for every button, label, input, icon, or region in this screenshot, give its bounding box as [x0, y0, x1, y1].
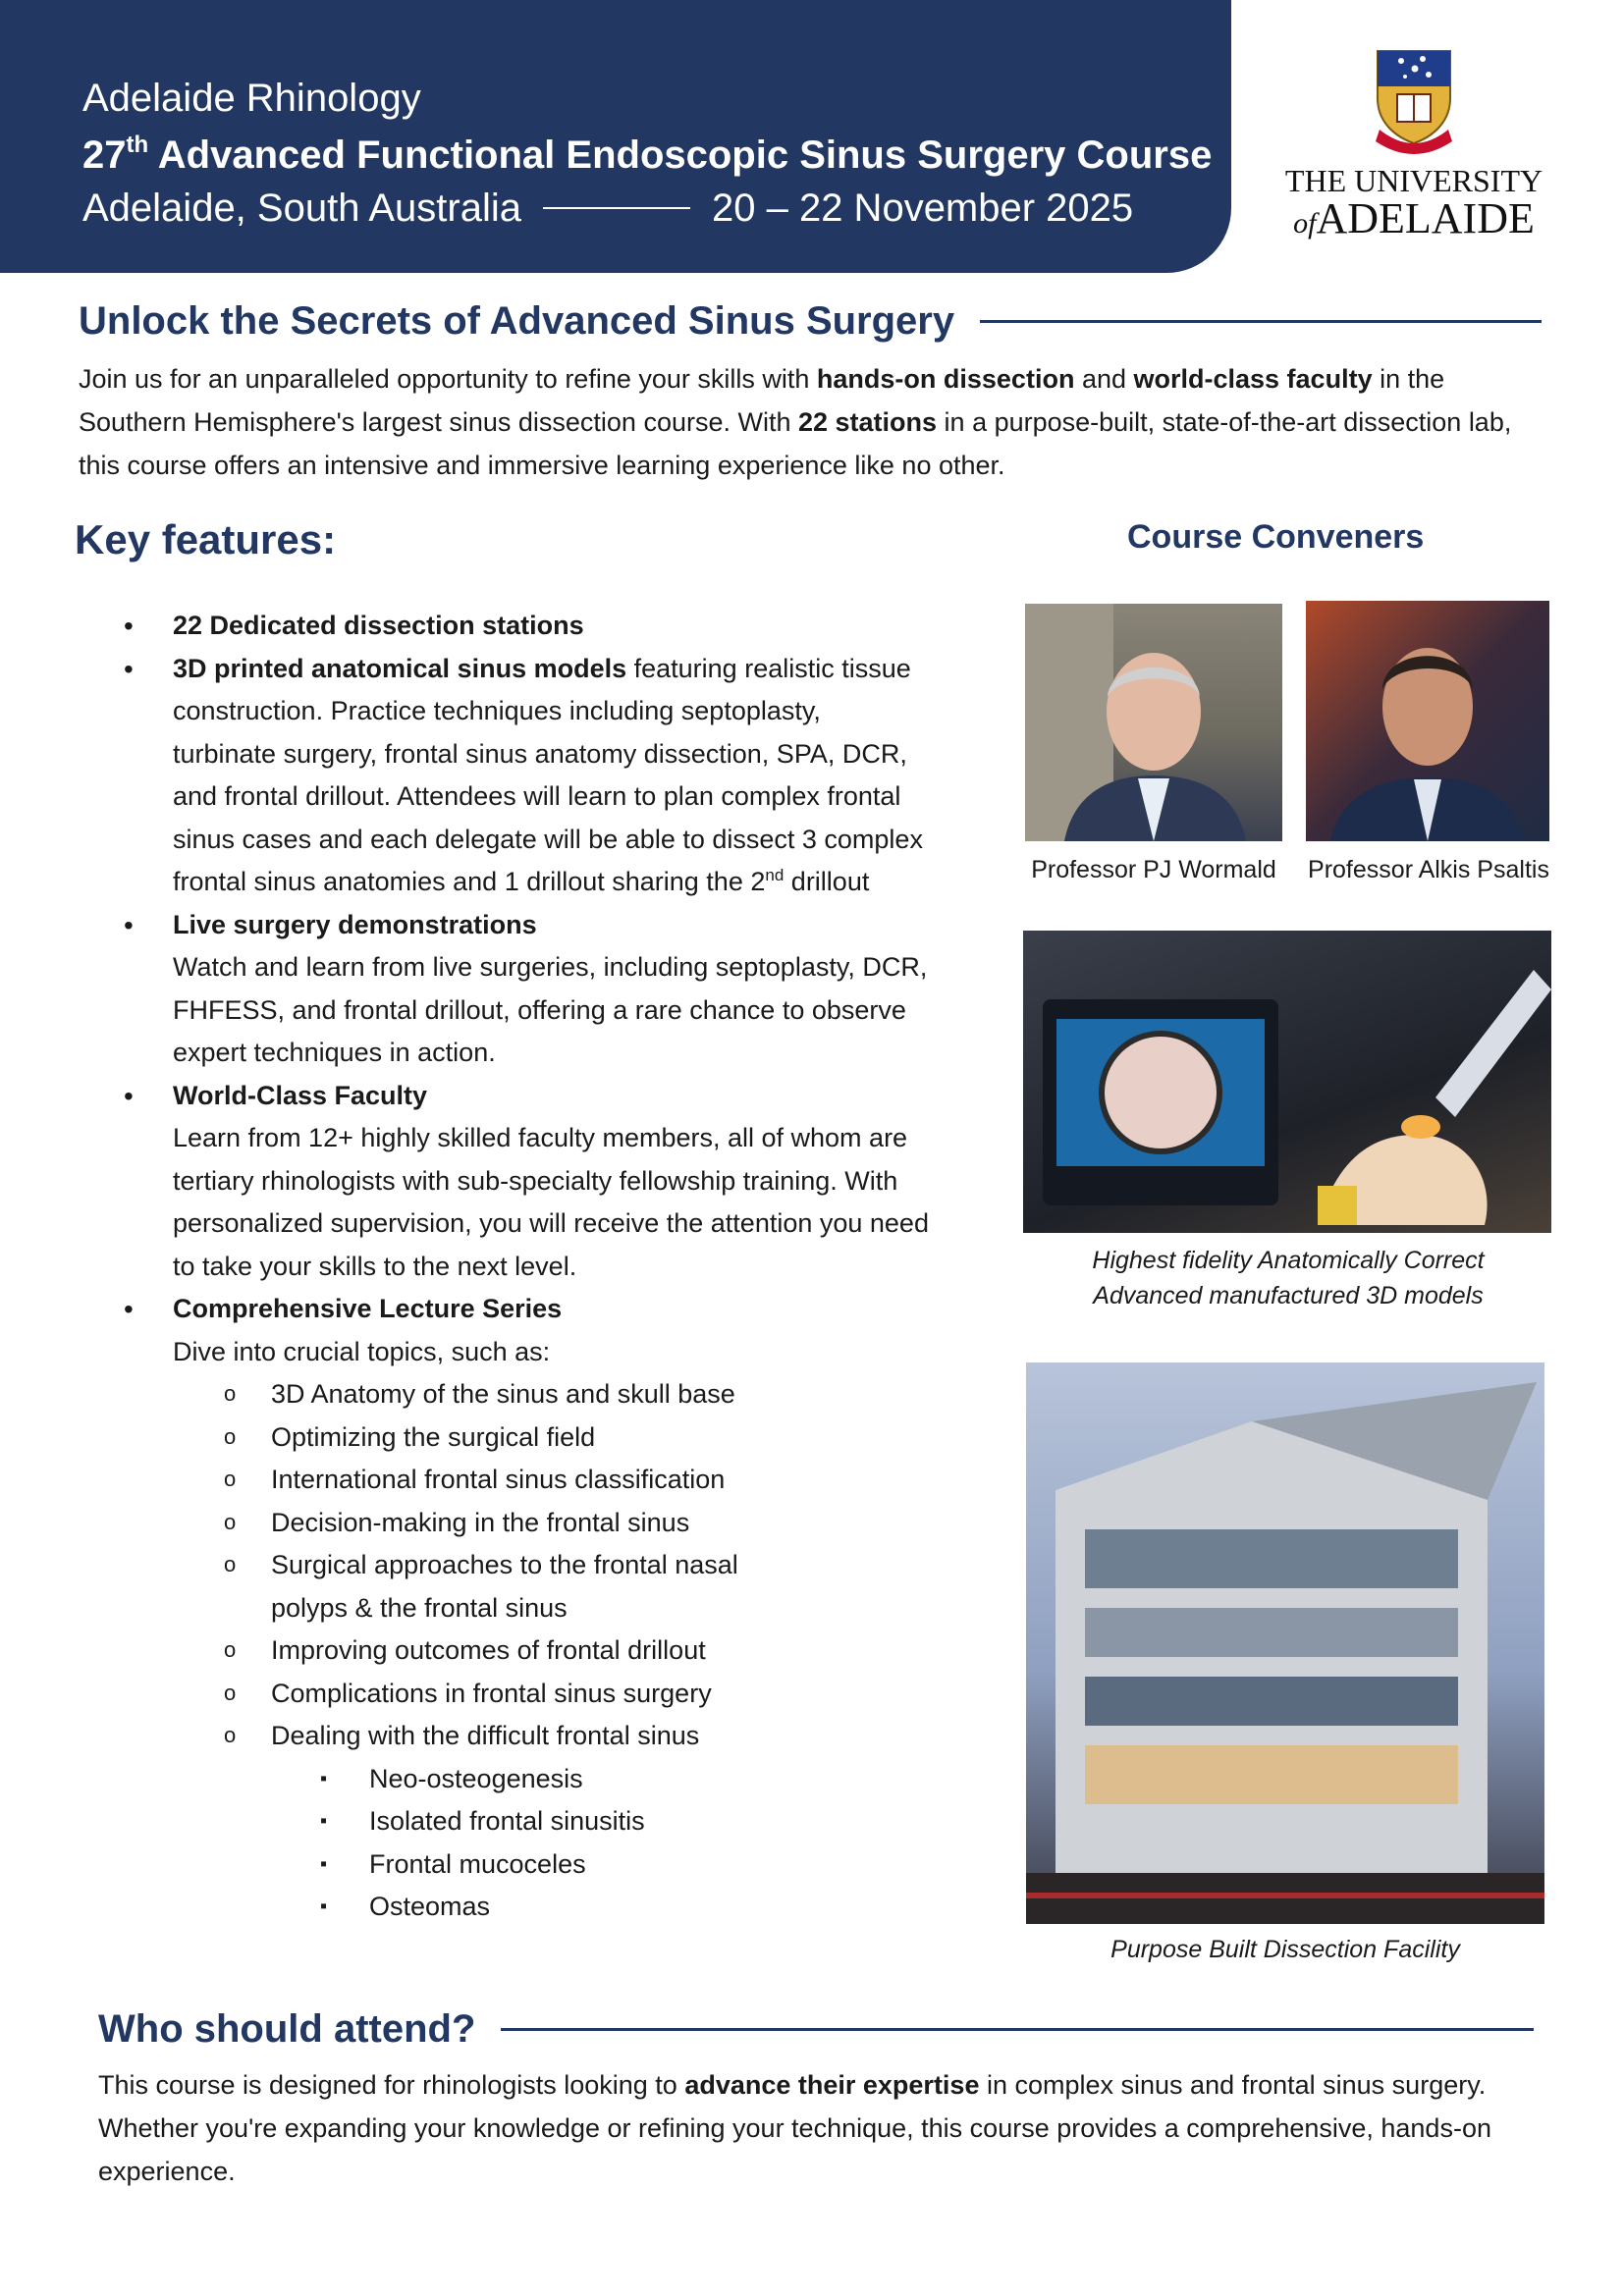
facility-building-photo — [1026, 1362, 1544, 1924]
header-location-dates — [82, 187, 1133, 231]
intro-heading-row — [79, 299, 1542, 344]
logo-line1: THE UNIVERSITY — [1284, 163, 1543, 198]
topic-item: o International frontal sinus classification — [271, 1459, 929, 1502]
feature-item: • 3D printed anatomical sinus models featuring realistic tissue construction. Practice techniques including septoplasty, turbinate surgery, frontal sinus anatomy dissection, SPA, DCR, and frontal drillout. Attendees will learn to plan complex frontal sinus cases and each delegate will be able to dissect 3 complex frontal sinus anatomies and 1 drillout sharing the 2nd drillout — [124, 648, 929, 904]
facility-caption: Purpose Built Dissection Facility — [1110, 1936, 1460, 1963]
header-location: Adelaide, South Australia — [82, 187, 521, 230]
features-list — [124, 605, 929, 1929]
heading-rule — [501, 2028, 1534, 2031]
attend-heading-row — [98, 2007, 1534, 2052]
topic-item: o Surgical approaches to the frontal nasal polyps & the frontal sinus — [271, 1544, 782, 1629]
header-organisation: Adelaide Rhinology — [82, 77, 421, 120]
feature-item: • 22 Dedicated dissection stations — [124, 605, 929, 648]
header-dates: 20 – 22 November 2025 — [711, 187, 1134, 230]
university-crest-icon — [1372, 47, 1456, 157]
model-caption-line2: Advanced manufactured 3D models — [1093, 1282, 1484, 1309]
convener-name-2: Professor Alkis Psaltis — [1308, 856, 1549, 883]
convener-photo-wormald — [1025, 604, 1282, 841]
subtopic-item: ▪ Isolated frontal sinusitis — [369, 1800, 929, 1843]
topic-item: o Optimizing the surgical field — [271, 1416, 929, 1460]
attend-paragraph: This course is designed for rhinologists looking to advance their expertise in complex sinus and frontal sinus surgery. Whether you're expanding your knowledge or refining your technique, this course provides a comprehensive, hands-on experience. — [98, 2070, 1491, 2186]
surgery-model-photo — [1023, 931, 1551, 1233]
intro-paragraph: Join us for an unparalleled opportunity to refine your skills with hands-on dissection and world-class faculty in the Southern Hemisphere's largest sinus dissection course. With 22 stations in a purpose-built, state-of-the-art dissection lab, this course offers an intensive and immersive learning experience like no other. — [79, 364, 1512, 480]
topic-item: o 3D Anatomy of the sinus and skull base — [271, 1373, 929, 1416]
heading-rule — [980, 320, 1542, 323]
feature-item: • Live surgery demonstrations Watch and learn from live surgeries, including septoplasty, DCR, FHFESS, and frontal drillout, offering a rare chance to observe expert techniques in action. — [124, 904, 929, 1075]
topic-item: o Dealing with the difficult frontal sinus ▪ Neo-osteogenesis ▪ Isolated frontal sinusitis ▪ Frontal mucoceles ▪ Osteomas — [271, 1715, 929, 1929]
feature-item: • Comprehensive Lecture Series Dive into crucial topics, such as: o 3D Anatomy of the sinus and skull base o Optimizing the surgical field o International frontal sinus classification o Decision-making in the frontal sinus o Surgical approaches to the frontal nasal polyps & the frontal sinus o Improving outcomes of frontal drillout o Complications in frontal sinus surgery o Dealing with the difficult frontal sinus ▪ Neo-osteogenesis ▪ Isolated frontal sinusitis ▪ Frontal mucoceles ▪ Osteomas — [124, 1288, 929, 1929]
header-course-title: 27th Advanced Functional Endoscopic Sinus Surgery Course — [82, 132, 1213, 177]
key-features-title: Key features: — [75, 516, 337, 562]
convener-photo-psaltis — [1306, 601, 1549, 841]
attend-heading: Who should attend? — [98, 2007, 476, 2051]
topic-item: o Complications in frontal sinus surgery — [271, 1673, 929, 1716]
topic-item: o Decision-making in the frontal sinus — [271, 1502, 929, 1545]
convener-name-1: Professor PJ Wormald — [1031, 856, 1276, 883]
model-caption-line1: Highest fidelity Anatomically Correct — [1092, 1247, 1485, 1274]
subtopic-item: ▪ Osteomas — [369, 1886, 929, 1929]
header-dash — [543, 207, 690, 209]
course-conveners-title: Course Conveners — [1127, 518, 1425, 556]
topic-item: o Improving outcomes of frontal drillout — [271, 1629, 929, 1673]
logo-line2: ofADELAIDE — [1293, 194, 1535, 242]
subtopic-item: ▪ Frontal mucoceles — [369, 1843, 929, 1887]
subtopic-item: ▪ Neo-osteogenesis — [369, 1758, 929, 1801]
university-logo — [1276, 47, 1551, 243]
intro-heading: Unlock the Secrets of Advanced Sinus Surgery — [79, 299, 955, 343]
header-banner — [0, 0, 1231, 273]
feature-item: • World-Class Faculty Learn from 12+ highly skilled faculty members, all of whom are tertiary rhinologists with sub-specialty fellowship training. With personalized supervision, you will receive the attention you need to take your skills to the next level. — [124, 1075, 929, 1289]
